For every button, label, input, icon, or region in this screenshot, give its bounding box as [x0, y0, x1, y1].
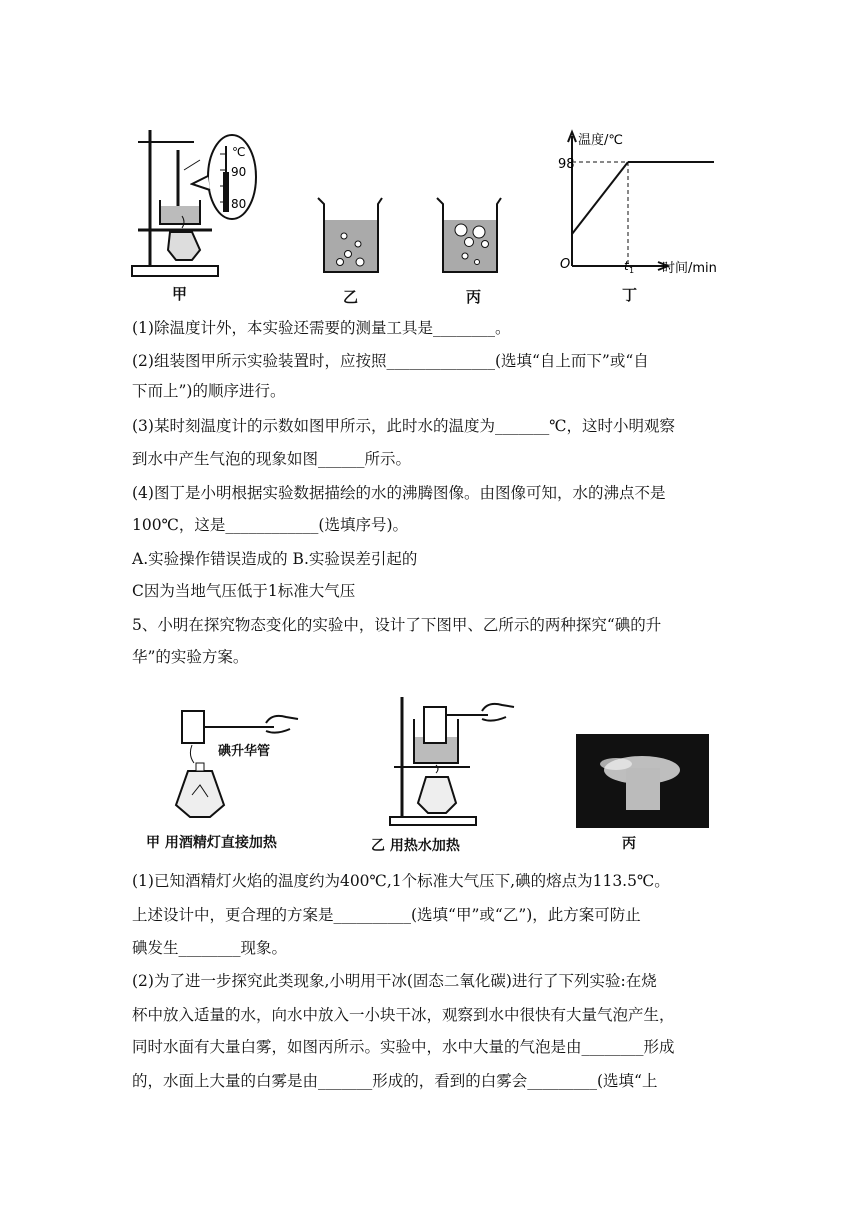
text-line: 5、小明在探究物态变化的实验中，设计了下图甲、乙所示的两种探究“碘的升 [132, 616, 662, 634]
svg-text:80: 80 [231, 197, 247, 211]
text-line: 100℃，这是____________(选填序号)。 [132, 516, 409, 534]
text-line: (1)除温度计外，本实验还需要的测量工具是________。 [132, 319, 511, 337]
figure-yi-hot-water [384, 693, 524, 829]
ding-t: t [624, 259, 629, 273]
text-line: (3)某时刻温度计的示数如图甲所示，此时水的温度为_______℃，这时小明观察 [132, 417, 676, 435]
tube-label: 碘升华管 [218, 744, 271, 759]
caption-mid-bing: 丙 [622, 836, 636, 852]
ding-x-axis-label: 时间/min [662, 261, 717, 276]
text-line: 华”的实验方案。 [132, 648, 249, 666]
text-line: 到水中产生气泡的现象如图______所示。 [132, 450, 412, 468]
text-line: C因为当地气压低于1标准大气压 [132, 582, 356, 600]
ding-y-axis-label: 温度/℃ [578, 133, 623, 148]
thermometer-zoom [190, 132, 260, 222]
ding-y-tick: 98 [558, 157, 575, 172]
svg-text:90: 90 [231, 165, 247, 179]
caption-yi: 乙 [343, 288, 359, 306]
svg-text:℃: ℃ [232, 145, 246, 159]
ding-origin: O [560, 257, 571, 272]
ding-t-sub: 1 [629, 266, 635, 275]
text-line: 同时水面有大量白雾，如图丙所示。实验中，水中大量的气泡是由________形成 [132, 1038, 675, 1056]
caption-mid-jia: 甲 用酒精灯直接加热 [146, 835, 277, 851]
text-line: (2)为了进一步探究此类现象,小明用干冰(固态二氧化碳)进行了下列实验:在烧 [132, 972, 657, 990]
text-line: 的，水面上大量的白雾是由_______形成的，看到的白雾会_________(选填“上 [132, 1072, 658, 1090]
text-line: (2)组装图甲所示实验装置时，应按照______________(选填“自上而下”或“自 [132, 352, 649, 370]
caption-ding: 丁 [622, 286, 638, 304]
text-line: 杯中放入适量的水，向水中放入一小块干冰，观察到水中很快有大量气泡产生， [132, 1006, 675, 1024]
figure-yi-beaker [314, 196, 384, 276]
text-line: (1)已知酒精灯火焰的温度约为400℃,1个标准大气压下,碘的熔点为113.5℃。 [132, 872, 670, 890]
caption-jia: 甲 [172, 285, 188, 303]
figure-ding-graph [558, 128, 728, 280]
text-line: 上述设计中，更合理的方案是__________(选填“甲”或“乙”)，此方案可防止 [132, 906, 641, 924]
text-line: A.实验操作错误造成的 B.实验误差引起的 [132, 550, 418, 568]
figure-bing-beaker [433, 196, 503, 276]
figure-bing-dry-ice [576, 734, 709, 828]
text-line: 下而上”)的顺序进行。 [132, 382, 286, 400]
figure-jia-direct-heat [170, 705, 310, 823]
caption-bing: 丙 [466, 288, 482, 306]
text-line: 碘发生________现象。 [132, 939, 288, 957]
caption-mid-yi: 乙 用热水加热 [371, 838, 460, 854]
text-line: (4)图丁是小明根据实验数据描绘的水的沸腾图像。由图像可知，水的沸点不是 [132, 484, 666, 502]
